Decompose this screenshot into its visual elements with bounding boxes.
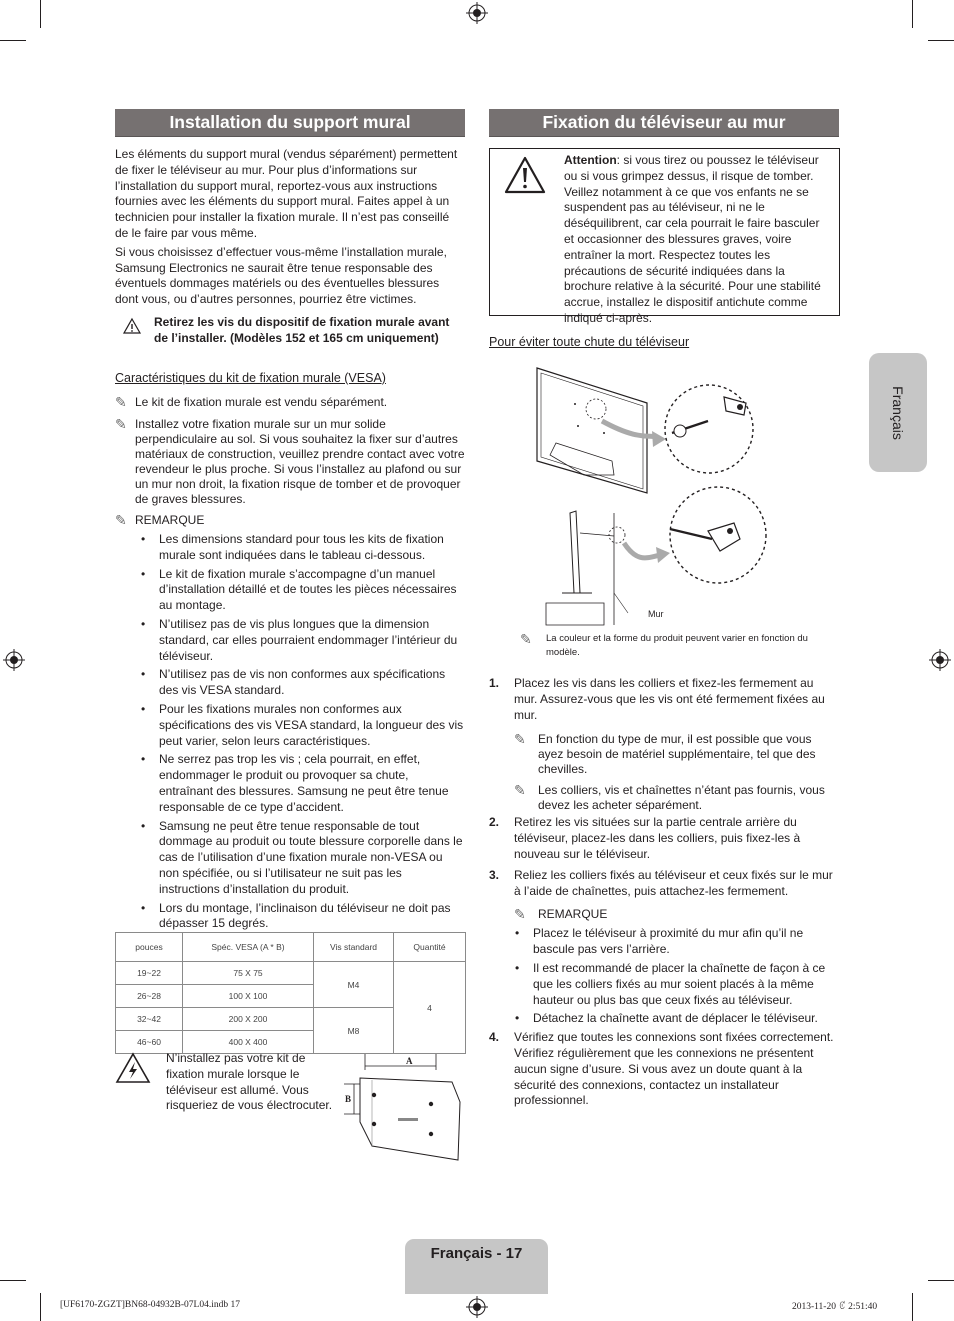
list-item: • Les dimensions standard pour tous les kits de fixation murale sont indiquées dans le tableau ci-dessous.: [115, 532, 465, 564]
steps-list: [489, 676, 839, 1109]
remark-heading: ✎ REMARQUE: [514, 906, 608, 923]
language-tab: [869, 353, 927, 472]
figure-note: ✎ La couleur et la forme du produit peuvent varier en fonction du modèle.: [520, 631, 808, 658]
registration-mark-icon: [466, 1296, 488, 1318]
pencil-note-icon: ✎: [514, 782, 526, 799]
crop-mark: [0, 1280, 26, 1281]
crop-mark: [40, 0, 41, 28]
crop-mark: [928, 1280, 954, 1281]
step-item: 2. Retirez les vis situées sur la partie centrale arrière du téléviseur, placez-les dans les colliers, puis fixez-les à nouveau sur le téléviseur.: [489, 815, 801, 861]
section-title: Fixation du téléviseur au mur: [489, 109, 839, 137]
crop-mark: [912, 0, 913, 28]
pencil-note-icon: ✎: [514, 906, 526, 923]
table-header: Vis standard: [314, 933, 394, 962]
list-item: • Il est recommandé de placer la chaînette de façon à ce que les colliers fixés au mur soient placés à la même hauteur ou plus bas que ceux fixés au téléviseur.: [489, 961, 839, 1008]
pencil-note-icon: ✎: [115, 512, 127, 528]
note: ✎ Installez votre fixation murale sur un mur solide perpendiculaire au sol. Si vous souhaitez la fixer sur d’autres matériaux de construction, veuillez prendre contact avec votre revendeur le plus proche. Si vous l’installez au plafond ou sur un mur non droit, la fixation risque de tomber et de provoquer de graves blessures.: [115, 416, 465, 506]
table-cell: 100 X 100: [183, 985, 314, 1008]
subheading: Pour éviter toute chute du téléviseur: [489, 335, 690, 349]
list-item: • Ne serrez pas trop les vis ; cela pourrait, en effet, endommager le produit ou provoquer sa chute, entraînant des blessures. Samsung ne peut être tenue responsable de ce type d’accident.: [115, 752, 465, 815]
pencil-note-icon: ✎: [514, 731, 526, 748]
list-item: • Lors du montage, l’inclinaison du téléviseur ne doit pas dépasser 15 degrés.: [115, 901, 465, 933]
page-number: Français - 17: [430, 1245, 523, 1262]
intro-paragraph: Si vous choisissez d’effectuer vous-même l’installation murale, Samsung Electronics ne saurait être tenue responsable des éventuels dommages matériels ou des éventuelles blessures dont vous, ou d’autres personnes, pourriez être victimes.: [115, 244, 447, 307]
print-slug-right: 2013-11-20 ꊐ 2:51:40: [792, 1302, 878, 1312]
remark-list: [115, 532, 465, 935]
table-cell: 32~42: [116, 1008, 183, 1031]
remark-heading: ✎ REMARQUE: [115, 512, 205, 528]
table-header: Quantité: [394, 933, 466, 962]
attention-label: Attention: [564, 153, 617, 167]
crop-mark: [0, 40, 26, 41]
registration-mark-icon: [3, 649, 25, 671]
table-cell: M8: [314, 1008, 394, 1054]
page-number-tab: [405, 1239, 548, 1294]
dimension-label-a: A: [406, 1056, 413, 1066]
list-item: • Pour les fixations murales non conformes aux spécifications des vis VESA standard, la longueur des vis peut varier, selon leurs caractéristiques.: [115, 702, 465, 749]
table-cell: 75 X 75: [183, 962, 314, 985]
dimension-label-b: B: [345, 1094, 352, 1104]
pencil-note-icon: ✎: [115, 394, 127, 410]
shock-warning-text: N’installez pas votre kit de fixation murale lorsque le téléviseur est allumé. Vous risqueriez de vous électrocuter.: [166, 1051, 333, 1113]
step-item: 3. Reliez les colliers fixés au téléviseur et ceux fixés sur le mur à l’aide de chaînettes, puis attachez-les fermement. ✎ REMARQUE • Placez le téléviseur à proximité du mur afin qu’il ne bascule pas vers l’arrière. • Il est recommandé de placer la chaînette de façon à ce que les colliers fixés au mur soient placés à la même hauteur ou plus bas que ceux fixés au téléviseur. • Détachez la chaînette avant de déplacer le téléviseur.: [489, 868, 839, 1027]
step-item: 4. Vérifiez que toutes les connexions sont fixées correctement. Vérifiez régulièrement que les connexions ne présentent aucun signe d’usure. Si vous avez un doute quant à la sécurité des connexions, contactez un installateur professionnel.: [489, 1030, 834, 1108]
remark-list: [489, 926, 839, 1027]
anti-fall-illustration: [532, 363, 792, 628]
intro-paragraph: Les éléments du support mural (vendus séparément) permettent de fixer le téléviseur au mur. Pour plus d’informations sur l’installation du support mural, reportez-vous aux instructions fournies avec les éléments du support mural. Faites appel à un technicien pour installer la fixation murale. Il n’est pas conseillé de le faire par vous même.: [115, 147, 458, 240]
vesa-heading: Caractéristiques du kit de fixation murale (VESA): [115, 371, 386, 385]
table-cell: M4: [314, 962, 394, 1008]
electric-shock-warning-icon: [115, 1052, 151, 1084]
note: ✎ Le kit de fixation murale est vendu séparément.: [115, 394, 388, 410]
table-cell: 26~28: [116, 985, 183, 1008]
pencil-note-icon: ✎: [115, 416, 127, 432]
attention-text: : si vous tirez ou poussez le téléviseur ou si vous grimpez dessus, il risque de tomber. Veillez notamment à ce que vos enfants ne se suspendent pas au téléviseur, ni ne le déséquilibrent, car cela pourrait le faire basculer et occasionner des blessures graves, voire entraîner la mort. Respectez toutes les précautions de sécurité indiquées dans la brochure relative à la sécurité. Pour une stabilité accrue, installez le dispositif antichute comme indiqué ci-après.: [564, 153, 821, 325]
attention-box: [489, 148, 840, 325]
registration-mark-icon: [929, 649, 951, 671]
table-cell: 400 X 400: [183, 1031, 314, 1054]
caution-icon: [122, 317, 142, 335]
table-cell: 19~22: [116, 962, 183, 985]
section-title: Installation du support mural: [115, 109, 465, 137]
crop-mark: [40, 1293, 41, 1321]
warning-icon: [503, 155, 547, 195]
list-item: • N’utilisez pas de vis non conformes aux spécifications des vis VESA standard.: [115, 667, 465, 699]
vesa-dimension-diagram: [342, 1052, 464, 1162]
table-header: pouces: [116, 933, 183, 962]
crop-mark: [928, 40, 954, 41]
registration-mark-icon: [466, 2, 488, 24]
wall-label: Mur: [648, 609, 664, 619]
step-item: 1. Placez les vis dans les colliers et fixez-les fermement au mur. Assurez-vous que les vis ont été fermement fixées au mur. ✎ En fonction du type de mur, il est possible que vous ayez besoin de matériel supplémentaire, tel que des chevilles. ✎ Les colliers, vis et chaînettes n’étant pas fournis, vous devez les acheter séparément.: [489, 676, 839, 813]
list-item: • Samsung ne peut être tenue responsable de tout dommage au produit ou toute blessure corporelle dans le cas de l’utilisation d’une fixation murale non-VESA ou non spécifiée, ou si l’utilisateur ne suit pas les instructions d’installation du produit.: [115, 819, 465, 898]
table-header: Spéc. VESA (A * B): [183, 933, 314, 962]
note: ✎ Les colliers, vis et chaînettes n’étant pas fournis, vous devez les acheter séparément.: [514, 782, 825, 813]
vesa-table: [115, 932, 466, 1054]
caution-text: Retirez les vis du dispositif de fixation murale avant de l’installer. (Modèles 152 et 165 cm uniquement): [154, 315, 450, 345]
list-item: • Placez le téléviseur à proximité du mur afin qu’il ne bascule pas vers l’arrière.: [489, 926, 839, 958]
table-cell: 200 X 200: [183, 1008, 314, 1031]
table-cell: 46~60: [116, 1031, 183, 1054]
intro-text: [115, 147, 465, 308]
note: ✎ En fonction du type de mur, il est possible que vous ayez besoin de matériel supplémentaire, tel que des chevilles.: [514, 731, 816, 777]
crop-mark: [912, 1293, 913, 1321]
list-item: • N’utilisez pas de vis plus longues que la dimension standard, car elles pourraient endommager l’intérieur du téléviseur.: [115, 617, 465, 664]
list-item: • Détachez la chaînette avant de déplacer le téléviseur.: [489, 1011, 839, 1027]
language-tab-label: Français: [890, 385, 906, 440]
table-cell: 4: [394, 962, 466, 1054]
list-item: • Le kit de fixation murale s’accompagne d’un manuel d’installation détaillé et de toutes les pièces nécessaires au montage.: [115, 567, 465, 614]
print-slug-left: [UF6170-ZGZT]BN68-04932B-07L04.indb 17: [60, 1300, 240, 1310]
pencil-note-icon: ✎: [520, 631, 532, 647]
